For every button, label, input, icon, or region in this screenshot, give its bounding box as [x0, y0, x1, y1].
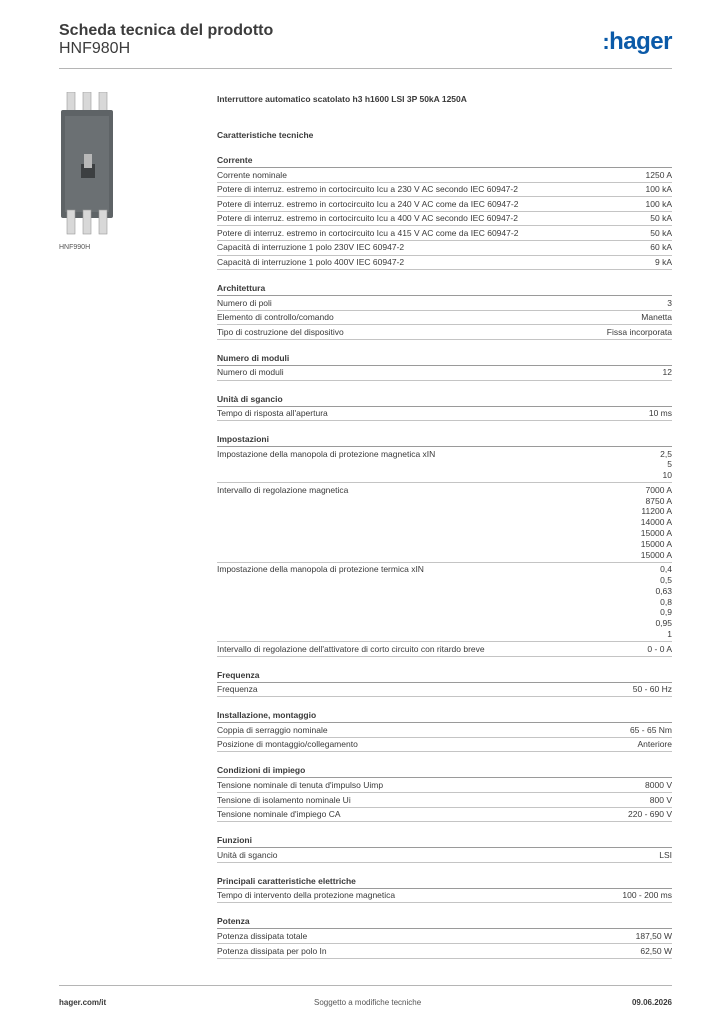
spec-row — [217, 407, 672, 422]
spec-section — [217, 433, 672, 657]
spec-row — [217, 793, 672, 808]
spec-label: Tensione di isolamento nominale Ui — [217, 794, 351, 805]
section-title: Architettura — [217, 282, 672, 296]
spec-row — [217, 642, 672, 657]
product-name: Interruttore automatico scatolato h3 h1600 LSI 3P 50kA 1250A — [217, 94, 467, 104]
spec-section — [217, 154, 672, 270]
spec-row — [217, 296, 672, 311]
spec-value: 62,50 W — [640, 945, 672, 956]
footer-divider — [59, 985, 672, 986]
spec-row — [217, 483, 672, 562]
spec-label: Tipo di costruzione del dispositivo — [217, 326, 344, 337]
spec-value: 60 kA — [650, 242, 672, 253]
section-title: Principali caratteristiche elettriche — [217, 875, 672, 889]
header-divider — [59, 68, 672, 69]
spec-row — [217, 683, 672, 698]
section-title: Installazione, montaggio — [217, 709, 672, 723]
spec-value: 100 - 200 ms — [622, 890, 672, 901]
spec-label: Intervallo di regolazione dell'attivatore di corto circuito con ritardo breve — [217, 643, 485, 654]
spec-value: 8000 V — [645, 779, 672, 790]
product-image — [59, 92, 129, 237]
spec-row — [217, 212, 672, 227]
spec-label: Potenza dissipata totale — [217, 930, 308, 941]
spec-value: Fissa incorporata — [606, 326, 672, 337]
spec-section — [217, 834, 672, 863]
spec-section — [217, 764, 672, 822]
spec-row — [217, 325, 672, 340]
spec-row — [217, 778, 672, 793]
spec-row — [217, 808, 672, 823]
spec-row — [217, 738, 672, 753]
spec-label: Impostazione della manopola di protezione termica xIN — [217, 564, 424, 575]
spec-section — [217, 352, 672, 381]
spec-section — [217, 393, 672, 422]
spec-value: 3 — [667, 297, 672, 308]
spec-label: Elemento di controllo/comando — [217, 312, 334, 323]
spec-label: Capacità di interruzione 1 polo 230V IEC 60947-2 — [217, 242, 405, 253]
spec-row — [217, 929, 672, 944]
spec-value: 1250 A — [645, 169, 672, 180]
product-reference: HNF990H — [59, 244, 91, 251]
spec-value: 187,50 W — [635, 930, 672, 941]
spec-label: Coppia di serraggio nominale — [217, 724, 328, 735]
spec-row — [217, 366, 672, 381]
spec-row — [217, 311, 672, 326]
spec-value: 12 — [662, 367, 672, 378]
spec-row — [217, 563, 672, 642]
spec-value: 50 kA — [650, 213, 672, 224]
section-title: Corrente — [217, 154, 672, 168]
spec-row — [217, 944, 672, 959]
spec-value: 2,5 5 10 — [660, 448, 672, 481]
section-title: Condizioni di impiego — [217, 764, 672, 778]
spec-value: 50 kA — [650, 227, 672, 238]
spec-label: Tensione nominale d'impiego CA — [217, 809, 341, 820]
spec-value: 65 - 65 Nm — [629, 724, 672, 735]
spec-label: Potere di interruz. estremo in cortocircuito Icu a 240 V AC come da IEC 60947-2 — [217, 198, 519, 209]
spec-value: Anteriore — [637, 739, 672, 750]
spec-label: Capacità di interruzione 1 polo 400V IEC 60947-2 — [217, 257, 405, 268]
spec-value: 0,4 0,5 0,63 0,8 0,9 0,95 1 — [655, 564, 672, 639]
section-title: Impostazioni — [217, 433, 672, 447]
section-title: Potenza — [217, 915, 672, 929]
spec-label: Tempo di risposta all'apertura — [217, 408, 328, 419]
spec-label: Potere di interruz. estremo in cortocircuito Icu a 400 V AC secondo IEC 60947-2 — [217, 213, 518, 224]
spec-row — [217, 241, 672, 256]
spec-row — [217, 723, 672, 738]
spec-row — [217, 168, 672, 183]
spec-row — [217, 183, 672, 198]
spec-section — [217, 709, 672, 752]
logo-text: hager — [609, 28, 672, 55]
characteristics-title: Caratteristiche tecniche — [217, 130, 314, 140]
spec-label: Impostazione della manopola di protezione magnetica xIN — [217, 448, 436, 459]
spec-value: 7000 A 8750 A 11200 A 14000 A 15000 A 15000 A 15000 A — [640, 484, 672, 560]
spec-label: Frequenza — [217, 684, 258, 695]
spec-section — [217, 915, 672, 958]
spec-row — [217, 447, 672, 483]
spec-label: Tensione nominale di tenuta d'impulso Uimp — [217, 779, 384, 790]
spec-label: Numero di moduli — [217, 367, 284, 378]
spec-value: 220 - 690 V — [628, 809, 672, 820]
spec-row — [217, 889, 672, 904]
spec-label: Intervallo di regolazione magnetica — [217, 484, 349, 495]
section-title: Frequenza — [217, 669, 672, 683]
spec-section — [217, 669, 672, 698]
page-header — [59, 22, 273, 58]
spec-value: LSI — [659, 849, 672, 860]
spec-label: Corrente nominale — [217, 169, 287, 180]
spec-content — [217, 94, 672, 959]
spec-value: 100 kA — [645, 184, 672, 195]
footer-date: 09.06.2026 — [631, 998, 672, 1007]
section-title: Funzioni — [217, 834, 672, 848]
spec-label: Unità di sgancio — [217, 849, 278, 860]
spec-section — [217, 282, 672, 340]
section-title: Unità di sgancio — [217, 393, 672, 407]
spec-label: Numero di poli — [217, 297, 272, 308]
spec-section — [217, 875, 672, 904]
spec-value: 9 kA — [654, 257, 672, 268]
section-title: Numero di moduli — [217, 352, 672, 366]
page-title: Scheda tecnica del prodotto — [59, 22, 274, 39]
spec-row — [217, 197, 672, 212]
spec-label: Potenza dissipata per polo In — [217, 945, 327, 956]
spec-label: Tempo di intervento della protezione magnetica — [217, 890, 396, 901]
spec-value: 50 - 60 Hz — [632, 684, 672, 695]
spec-label: Potere di interruz. estremo in cortocircuito Icu a 230 V AC secondo IEC 60947-2 — [217, 184, 518, 195]
spec-row — [217, 226, 672, 241]
spec-value: 10 ms — [648, 408, 672, 419]
footer-note: Soggetto a modifiche tecniche — [314, 998, 422, 1007]
spec-value: Manetta — [641, 312, 672, 323]
spec-label: Potere di interruz. estremo in cortocircuito Icu a 415 V AC come da IEC 60947-2 — [217, 227, 519, 238]
spec-row — [217, 848, 672, 863]
spec-row — [217, 256, 672, 271]
hager-logo: :hager — [602, 28, 672, 55]
spec-value: 800 V — [649, 794, 672, 805]
spec-value: 100 kA — [645, 198, 672, 209]
spec-label: Posizione di montaggio/collegamento — [217, 739, 358, 750]
page-subtitle: HNF980H — [59, 40, 131, 57]
spec-value: 0 - 0 A — [647, 643, 672, 654]
footer-website: hager.com/it — [59, 998, 107, 1007]
